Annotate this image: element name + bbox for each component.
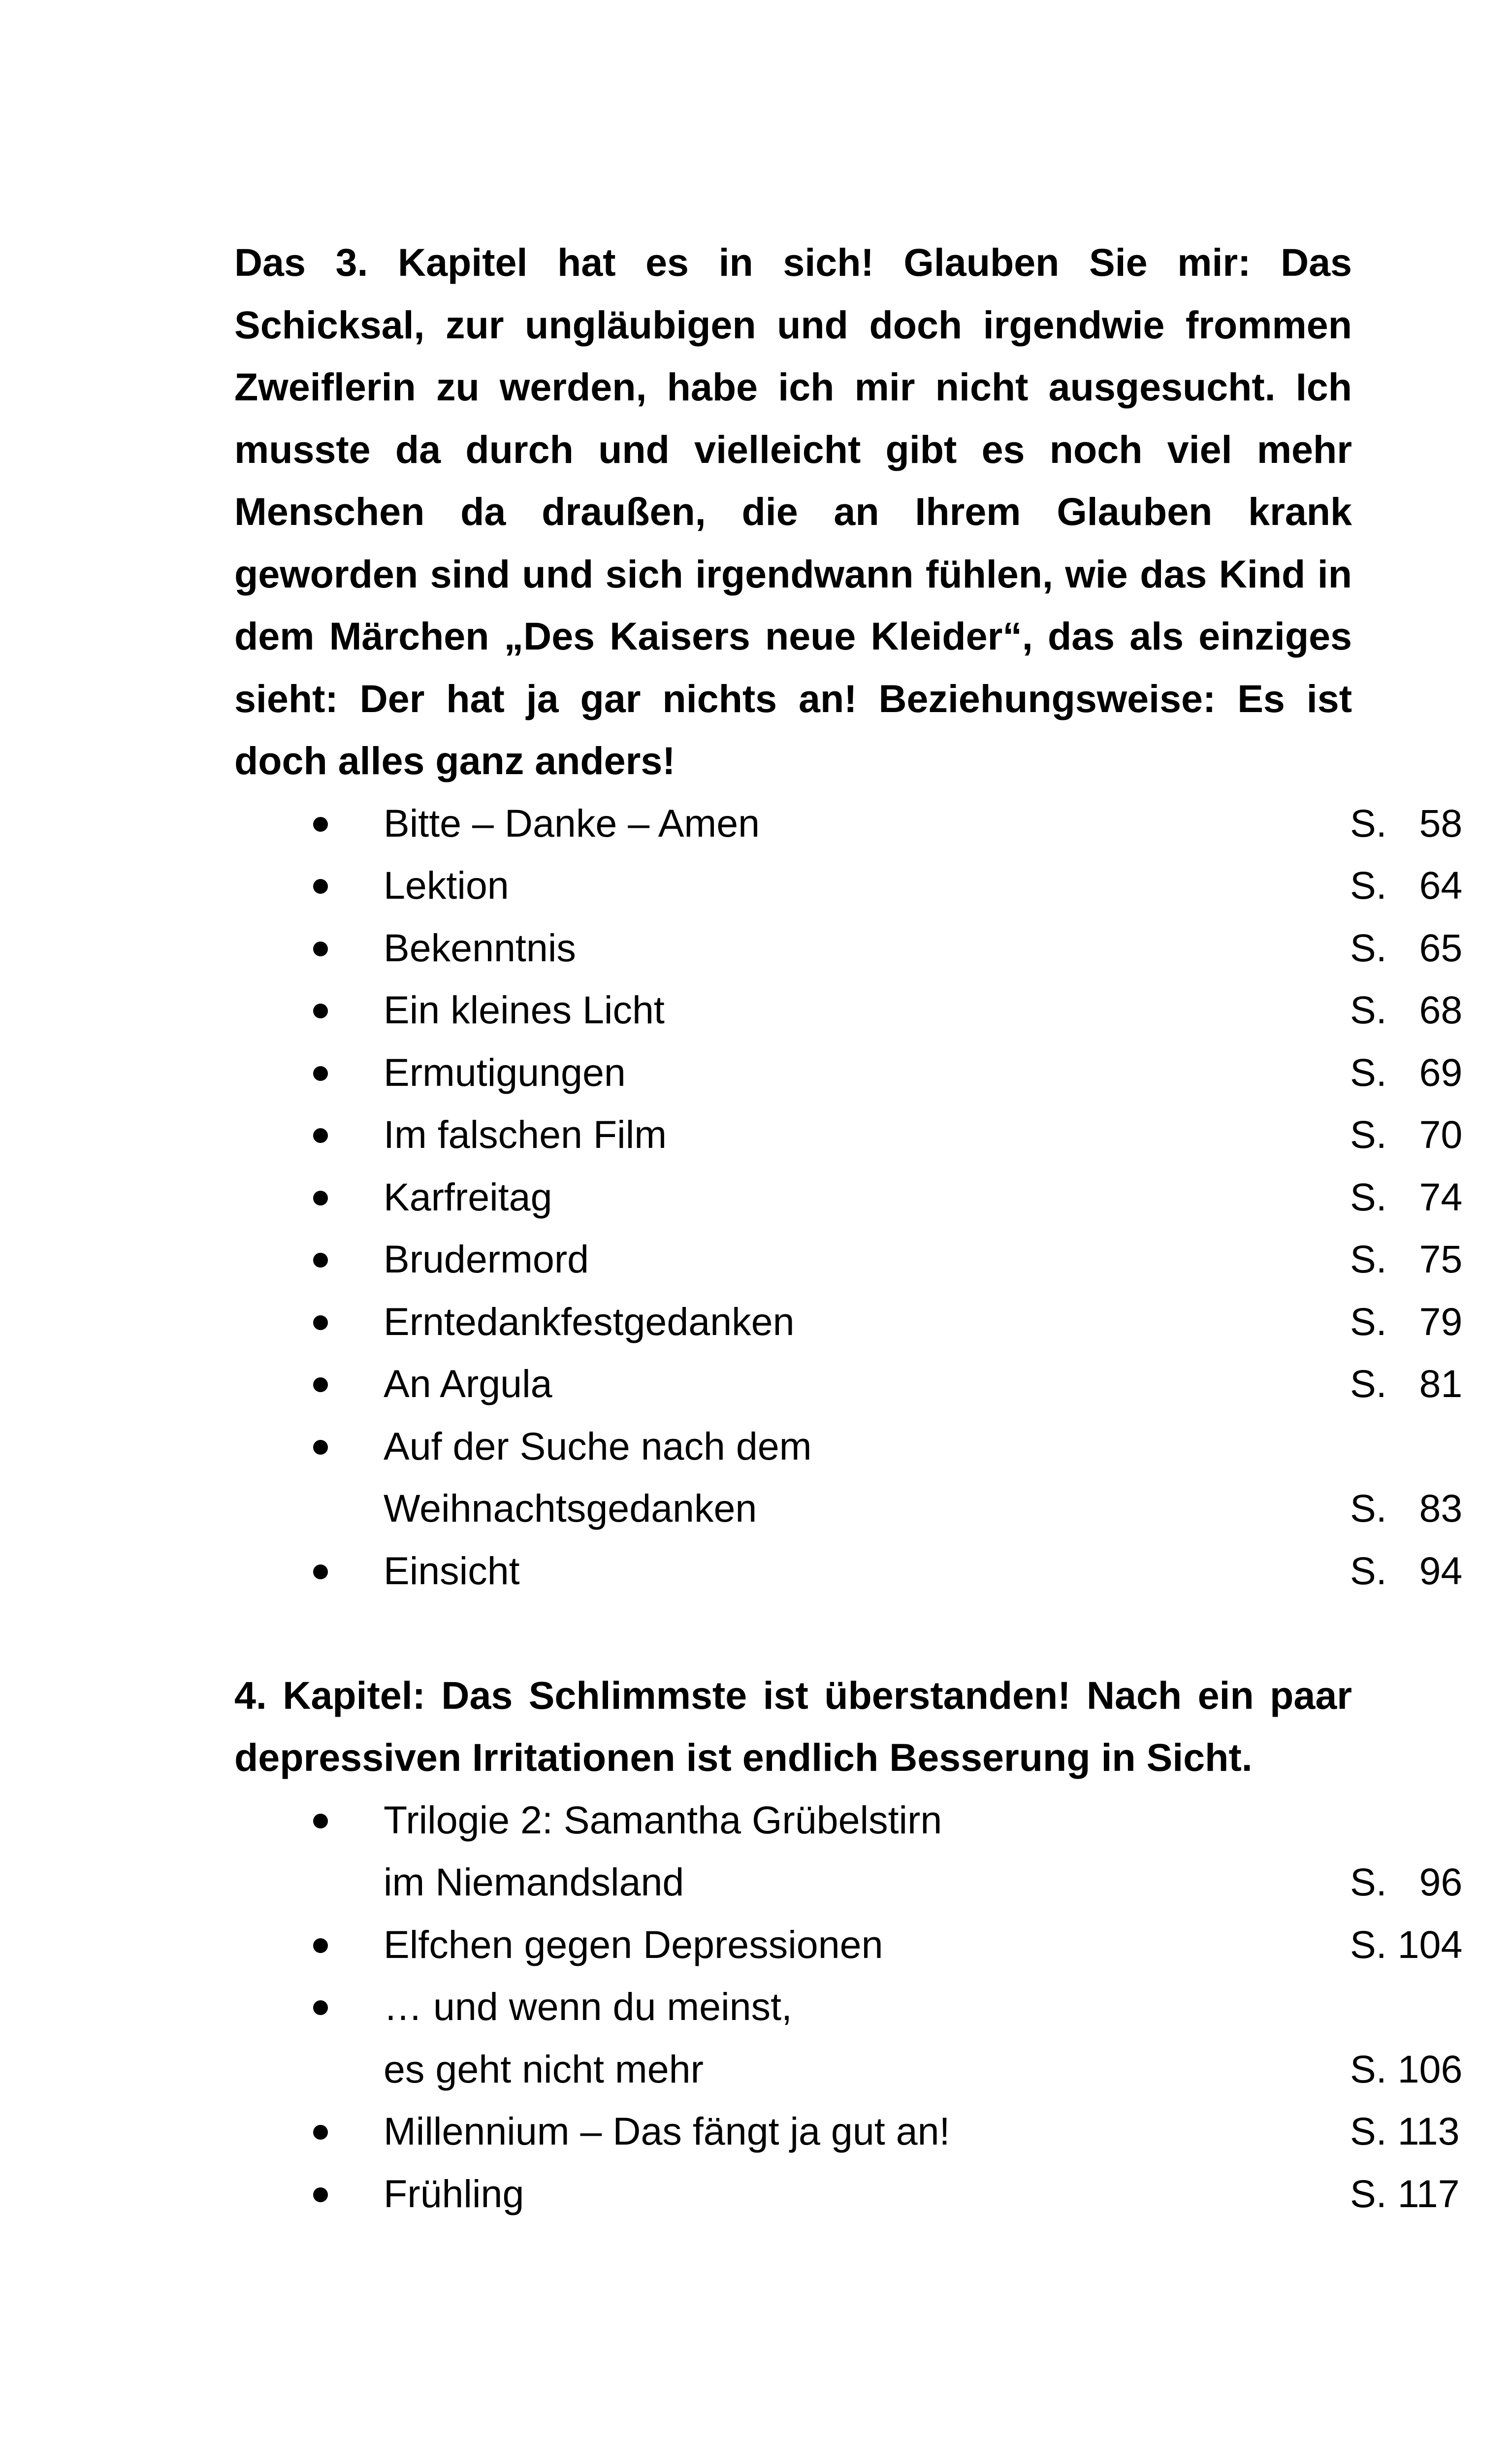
entry-line <box>384 1353 1463 1415</box>
toc-entry <box>234 1166 1463 1229</box>
entry-title: Im falschen Film <box>384 1112 667 1156</box>
toc-entry <box>234 1789 1463 1914</box>
toc-entry <box>234 979 1463 1042</box>
entry-line <box>384 1540 1463 1602</box>
bullet-icon <box>313 942 328 956</box>
bullet-icon <box>313 1938 328 1953</box>
entry-title-continuation: Weihnachtsgedanken <box>384 1486 757 1530</box>
entry-line <box>384 1851 1463 1914</box>
entry-page-number: S. 94 <box>1350 1548 1463 1593</box>
entry-title: Lektion <box>384 863 509 907</box>
entry-line <box>384 1914 1463 1976</box>
bullet-icon <box>313 1066 328 1081</box>
entry-line <box>384 1042 1463 1104</box>
bullet-icon <box>313 1191 328 1205</box>
entry-page-number: S. 70 <box>1350 1112 1463 1156</box>
entry-title: Bitte – Danke – Amen <box>384 801 760 845</box>
entry-line <box>384 917 1463 979</box>
entry-title: Karfreitag <box>384 1174 552 1219</box>
entry-page-number: S. 106 <box>1350 2047 1463 2091</box>
entry-title: Elfchen gegen Depressionen <box>384 1922 883 1966</box>
chapter-3-intro: Das 3. Kapitel hat es in sich! Glauben Sie mir: Das Schicksal, zur ungläubigen und doch irgendwie frommen Zweiflerin zu werden, habe ich mir nicht ausgesucht. Ich musste da durch und vielleicht gibt es noch viel mehr Menschen da draußen, die an Ihrem Glauben krank geworden sind und sich irgendwann fühlen, wie das Kind in dem Märchen „Des Kaisers neue Kleider“, das als einziges sieht: Der hat ja gar nichts an! Beziehungsweise: Es ist doch alles ganz anders! <box>234 240 1352 782</box>
entry-page-number: S. 64 <box>1350 863 1463 907</box>
entry-page-number: S. 96 <box>1350 1860 1463 1904</box>
bullet-icon <box>313 817 328 832</box>
entry-title: Ein kleines Licht <box>384 988 665 1032</box>
entry-page-number: S. 68 <box>1350 988 1463 1032</box>
toc-entry <box>234 917 1463 979</box>
entry-page-number: S. 117 <box>1350 2171 1460 2215</box>
toc-entry <box>234 2100 1460 2163</box>
section-spacer <box>234 1602 1352 1664</box>
entry-line <box>384 854 1463 917</box>
entry-page-number: S. 79 <box>1350 1299 1463 1343</box>
entry-line <box>384 1166 1463 1229</box>
entry-page-number: S. 58 <box>1350 801 1463 845</box>
entry-title: … und wenn du meinst, <box>384 1985 792 2028</box>
entry-line <box>384 1477 1463 1540</box>
entry-title: Ermutigungen <box>384 1050 626 1094</box>
toc-entry <box>234 1104 1463 1166</box>
toc-entry <box>234 1976 1463 2100</box>
bullet-icon <box>313 1377 328 1392</box>
entry-line <box>384 979 1463 1042</box>
bullet-icon <box>313 2125 328 2140</box>
bullet-icon <box>313 2187 328 2202</box>
entry-title: Millennium – Das fängt ja gut an! <box>384 2109 950 2153</box>
toc-entry <box>234 1914 1463 1976</box>
entry-line <box>384 1228 1463 1291</box>
bullet-icon <box>313 1814 328 1828</box>
entry-title: An Argula <box>384 1362 552 1405</box>
entry-page-number: S. 69 <box>1350 1050 1463 1094</box>
entry-page-number: S. 65 <box>1350 925 1463 970</box>
bullet-icon <box>313 1440 328 1455</box>
toc-entry <box>234 1228 1463 1291</box>
entry-page-number: S. 81 <box>1350 1362 1463 1405</box>
entry-page-number: S. 104 <box>1350 1922 1463 1966</box>
entry-title: Trilogie 2: Samantha Grübelstirn <box>384 1797 942 1842</box>
entry-title: Frühling <box>384 2171 524 2215</box>
entry-page-number: S. 113 <box>1350 2109 1460 2153</box>
entry-page-number: S. 83 <box>1350 1486 1463 1530</box>
bullet-icon <box>313 1004 328 1018</box>
entry-line <box>384 2163 1460 2225</box>
bullet-icon <box>313 1253 328 1268</box>
bullet-icon <box>313 1315 328 1330</box>
chapter-4-entry-list <box>234 1789 1463 2225</box>
entry-line <box>384 2038 1463 2101</box>
entry-line <box>384 1291 1463 1353</box>
entry-title-continuation: im Niemandsland <box>384 1860 684 1904</box>
toc-entry <box>234 1353 1463 1415</box>
entry-title: Erntedankfestgedanken <box>384 1299 795 1343</box>
entry-title: Brudermord <box>384 1237 589 1281</box>
bullet-icon <box>313 879 328 894</box>
toc-entry <box>234 792 1463 855</box>
toc-entry <box>234 1415 1463 1540</box>
entry-page-number: S. 75 <box>1350 1237 1463 1281</box>
table-of-contents-page <box>234 231 1463 2225</box>
bullet-icon <box>313 2000 328 2015</box>
entry-title: Bekenntnis <box>384 925 576 970</box>
entry-title: Auf der Suche nach dem <box>384 1424 812 1468</box>
chapter-4-heading: 4. Kapitel: Das Schlimmste ist überstanden! Nach ein paar depressiven Irritationen ist endlich Besserung in Sicht. <box>234 1673 1352 1779</box>
entry-page-number: S. 74 <box>1350 1174 1463 1219</box>
toc-entry <box>234 1291 1463 1353</box>
entry-line <box>384 2100 1460 2163</box>
entry-title: Einsicht <box>384 1548 520 1593</box>
toc-entry <box>234 1540 1463 1602</box>
bullet-icon <box>313 1564 328 1579</box>
toc-entry <box>234 854 1463 917</box>
chapter-3-entry-list <box>234 792 1463 1602</box>
bullet-icon <box>313 1128 328 1143</box>
entry-line <box>384 1104 1463 1166</box>
toc-entry <box>234 2163 1460 2225</box>
entry-line <box>384 1789 1352 1852</box>
toc-entry <box>234 1042 1463 1104</box>
entry-title-continuation: es geht nicht mehr <box>384 2047 704 2091</box>
entry-line <box>384 1976 1352 2038</box>
entry-line <box>384 792 1463 855</box>
entry-line <box>384 1415 1352 1478</box>
